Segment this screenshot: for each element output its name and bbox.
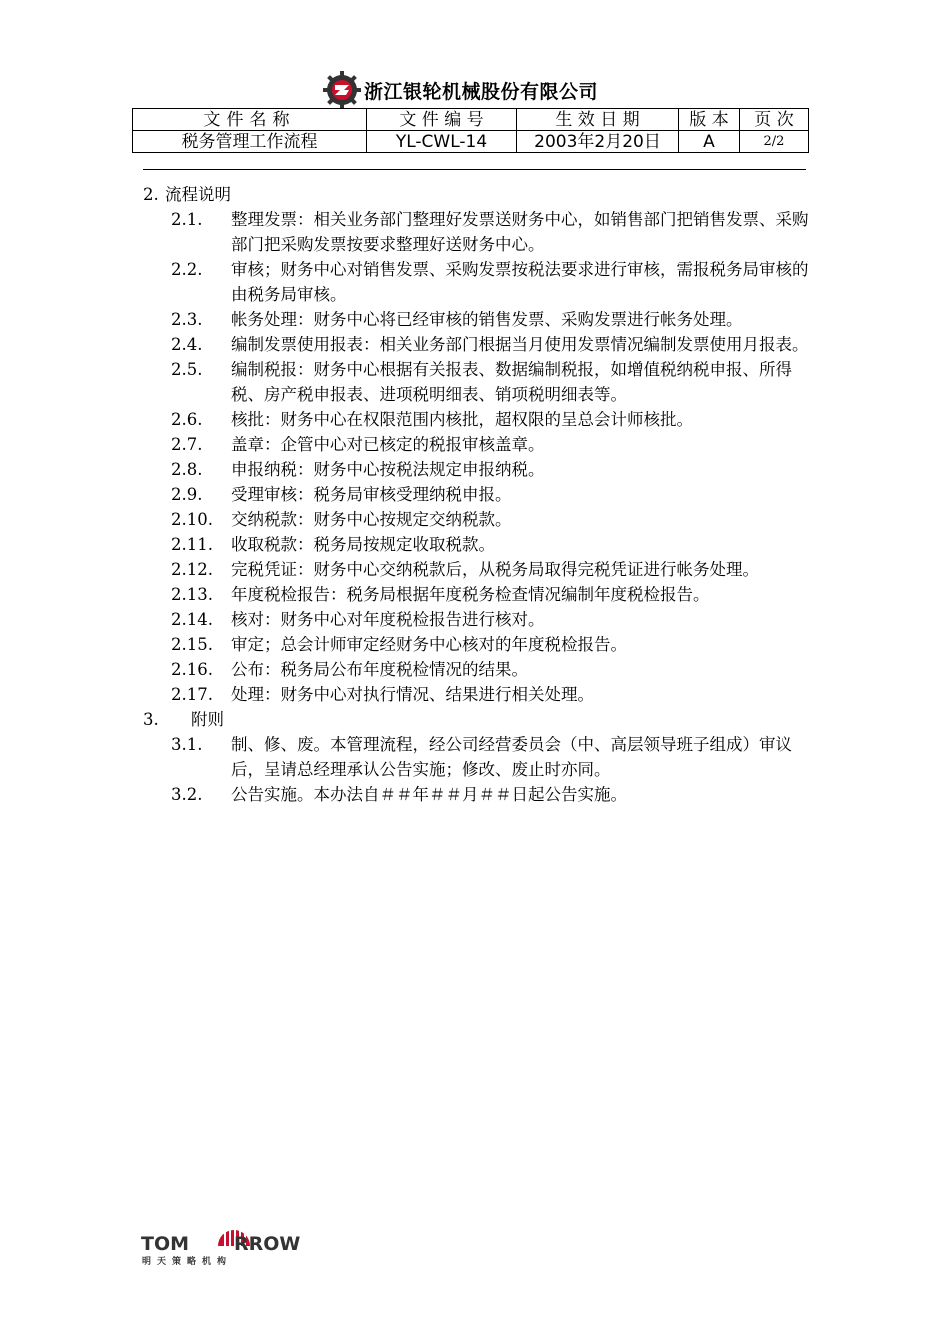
item-text: 收取税款：税务局按规定收取税款。 [231,535,495,554]
item-text: 制、修、废。本管理流程，经公司经营委员会（中、高层领导班子组成）审议后，呈请总经理承认公告实施；修改、废止时亦同。 [231,735,792,779]
item-number: 2.11. [171,535,213,554]
item-text: 处理：财务中心对执行情况、结果进行相关处理。 [231,685,594,704]
list-item [143,582,823,607]
tomorrow-building-logo-icon [140,1212,305,1268]
document-body [143,182,823,807]
item-number: 2.1. [171,210,203,229]
item-number: 2.15. [171,635,213,654]
section-number: 3. [143,710,159,729]
item-text: 核批：财务中心在权限范围内核批，超权限的呈总会计师核批。 [231,410,693,429]
section-heading [143,182,823,207]
item-text: 审核；财务中心对销售发票、采购发票按税法要求进行审核，需报税务局审核的由税务局审核。 [231,260,809,304]
list-item [143,557,823,582]
list-item [143,457,823,482]
item-text: 核对：财务中心对年度税检报告进行核对。 [231,610,545,629]
section-number: 2. [143,185,159,204]
list-item [143,782,823,807]
item-number: 2.17. [171,685,213,704]
item-text: 整理发票：相关业务部门整理好发票送财务中心，如销售部门把销售发票、采购部门把采购发票按要求整理好送财务中心。 [231,210,809,254]
item-text: 编制发票使用报表：相关业务部门根据当月使用发票情况编制发票使用月报表。 [231,335,809,354]
list-item [143,682,823,707]
item-number: 3.2. [171,785,203,804]
list-item [143,532,823,557]
silver-wheel-logo-icon [322,70,362,110]
list-item [143,507,823,532]
item-text: 盖章：企管中心对已核定的税报审核盖章。 [231,435,545,454]
item-text: 审定；总会计师审定经财务中心核对的年度税检报告。 [231,635,627,654]
item-text: 申报纳税：财务中心按税法规定申报纳税。 [231,460,545,479]
page-label: 页 次 [740,109,809,131]
section-items [143,207,823,707]
table-row [133,131,809,153]
item-number: 2.9. [171,485,203,504]
list-item [143,432,823,457]
item-number: 2.14. [171,610,213,629]
logo-text-right: RROW [234,1233,301,1255]
list-item [143,332,823,357]
doc-no-value: YL-CWL-14 [367,131,517,153]
item-number: 2.7. [171,435,203,454]
page-value: 2/2 [740,131,809,153]
section-title: 流程说明 [165,185,231,204]
item-text: 公布：税务局公布年度税检情况的结果。 [231,660,528,679]
item-number: 2.12. [171,560,213,579]
doc-name-value: 税务管理工作流程 [133,131,367,153]
date-value: 2003年2月20日 [517,131,679,153]
item-number: 2.16. [171,660,213,679]
logo-tagline: 明天策略机构 [142,1257,233,1267]
table-row [133,109,809,131]
company-name: 浙江银轮机械股份有限公司 [364,80,599,103]
item-text: 帐务处理：财务中心将已经审核的销售发票、采购发票进行帐务处理。 [231,310,743,329]
item-number: 2.4. [171,335,203,354]
doc-name-label: 文件名称 [133,109,367,131]
list-item [143,482,823,507]
content-divider [143,169,806,170]
item-text: 年度税检报告：税务局根据年度税务检查情况编制年度税检报告。 [231,585,710,604]
list-item [143,257,823,307]
list-item [143,357,823,407]
item-text: 完税凭证：财务中心交纳税款后，从税务局取得完税凭证进行帐务处理。 [231,560,759,579]
item-number: 2.13. [171,585,213,604]
list-item [143,607,823,632]
version-value: A [679,131,740,153]
item-text: 公告实施。本办法自＃＃年＃＃月＃＃日起公告实施。 [231,785,627,804]
item-number: 2.3. [171,310,203,329]
logo-text-left: TOM [141,1233,190,1255]
document-header [322,70,598,110]
item-text: 交纳税款：财务中心按规定交纳税款。 [231,510,512,529]
document-info-table [132,108,809,153]
item-number: 2.5. [171,360,203,379]
section-items [143,732,823,807]
item-number: 2.10. [171,510,213,529]
list-item [143,207,823,257]
item-number: 2.2. [171,260,203,279]
version-label: 版 本 [679,109,740,131]
section-heading [143,707,823,732]
list-item [143,632,823,657]
item-number: 2.6. [171,410,203,429]
list-item [143,732,823,782]
doc-no-label: 文 件 编 号 [367,109,517,131]
item-number: 2.8. [171,460,203,479]
section-title: 附则 [191,710,224,729]
item-text: 编制税报：财务中心根据有关报表、数据编制税报，如增值税纳税申报、所得税、房产税申报表、进项税明细表、销项税明细表等。 [231,360,792,404]
item-text: 受理审核：税务局审核受理纳税申报。 [231,485,512,504]
date-label: 生 效 日 期 [517,109,679,131]
list-item [143,657,823,682]
list-item [143,407,823,432]
list-item [143,307,823,332]
item-number: 3.1. [171,735,203,754]
